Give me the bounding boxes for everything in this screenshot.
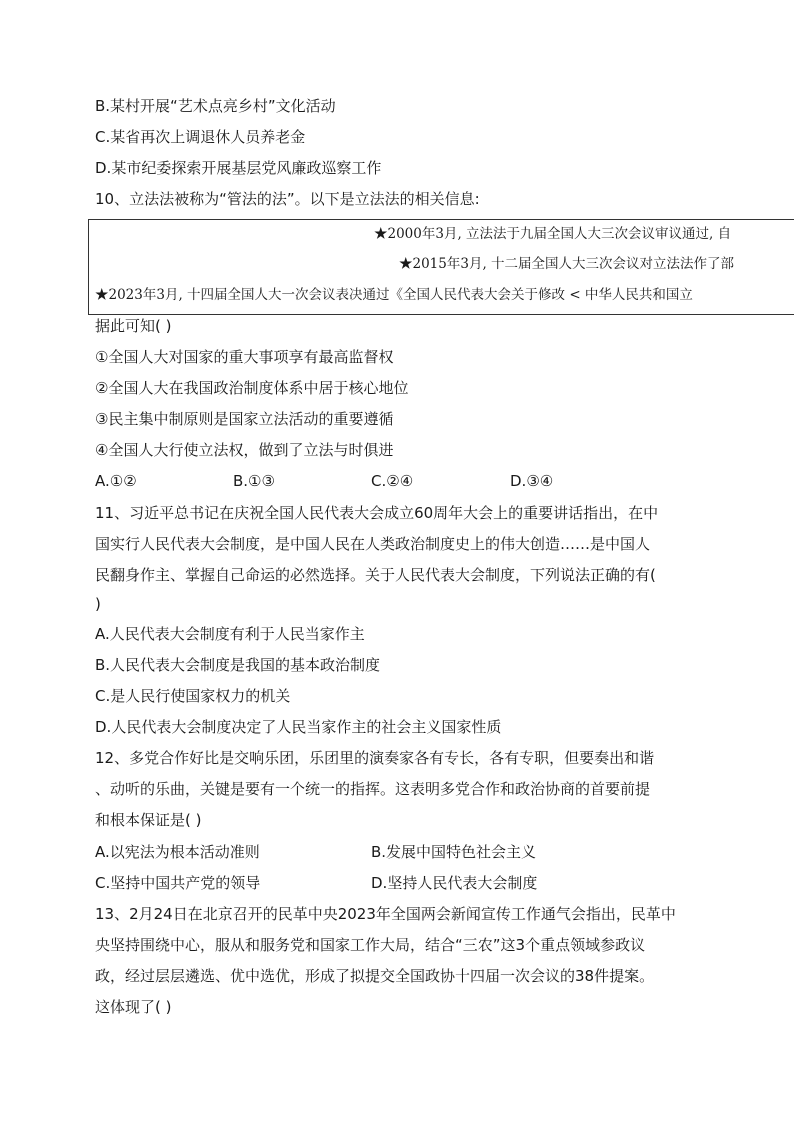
q12-option-a: A.以宪法为根本活动准则 [95,843,260,861]
q12-option-b: B.发展中国特色社会主义 [371,843,537,861]
q10-statement-4: ④全国人大行使立法权，做到了立法与时俱进 [95,441,394,459]
q13-stem-line1: 13、2月24日在北京召开的民革中央2023年全国两会新闻宣传工作通气会指出，民革中 [95,905,676,923]
q11-option-a: A.人民代表大会制度有利于人民当家作主 [95,625,365,643]
q11-option-b: B.人民代表大会制度是我国的基本政治制度 [95,656,381,674]
info-item-2000: ★2000年3月, 立法法于九届全国人大三次会议审议通过, 自 [374,226,732,242]
q11-option-d: D.人民代表大会制度决定了人民当家作主的社会主义国家性质 [95,718,502,736]
q10-stem: 10、立法法被称为“管法的法”。以下是立法法的相关信息: [95,190,480,208]
q13-stem-line2: 央坚持围绕中心，服从和服务党和国家工作大局，结合“三农”这3个重点领域参政议 [95,936,646,954]
q10-prompt: 据此可知( ) [95,317,172,335]
q12-option-c: C.坚持中国共产党的领导 [95,874,261,892]
q10-option-c: C.②④ [371,472,414,490]
q11-stem-line3: 民翻身作主、掌握自己命运的必然选择。关于人民代表大会制度，下列说法正确的有( [95,566,656,584]
q10-option-a: A.①② [95,472,137,490]
q11-option-c: C.是人民行使国家权力的机关 [95,687,291,705]
q12-option-d: D.坚持人民代表大会制度 [371,874,538,892]
q11-stem-line4: ) [95,595,101,613]
q11-stem-line1: 11、习近平总书记在庆祝全国人民代表大会成立60周年大会上的重要讲话指出，在中 [95,504,659,522]
q9-option-b: B.某村开展“艺术点亮乡村”文化活动 [95,97,336,115]
info-item-2015: ★2015年3月, 十二届全国人大三次会议对立法法作了部 [399,256,735,272]
q9-option-c: C.某省再次上调退休人员养老金 [95,128,306,146]
q9-option-d: D.某市纪委探索开展基层党风廉政巡察工作 [95,159,382,177]
q11-stem-line2: 国实行人民代表大会制度，是中国人民在人类政治制度史上的伟大创造……是中国人 [95,535,651,553]
q13-stem-line4: 这体现了( ) [95,998,172,1016]
q12-stem-line1: 12、多党合作好比是交响乐团，乐团里的演奏家各有专长，各有专职，但要奏出和谐 [95,749,655,767]
info-item-2023: ★2023年3月, 十四届全国人大一次会议表决通过《全国人民代表大会关于修改 < 中华人民共和国立 [95,287,693,303]
q12-stem-line2: 、动听的乐曲，关键是要有一个统一的指挥。这表明多党合作和政治协商的首要前提 [95,780,651,798]
q10-statement-3: ③民主集中制原则是国家立法活动的重要遵循 [95,410,394,428]
q10-statement-1: ①全国人大对国家的重大事项享有最高监督权 [95,348,394,366]
legislation-info-box [88,219,794,315]
q10-option-b: B.①③ [233,472,275,490]
q12-stem-line3: 和根本保证是( ) [95,811,202,829]
q10-statement-2: ②全国人大在我国政治制度体系中居于核心地位 [95,379,409,397]
q10-option-d: D.③④ [510,472,554,490]
q13-stem-line3: 政，经过层层遴选、优中选优，形成了拟提交全国政协十四届一次会议的38件提案。 [95,967,655,985]
